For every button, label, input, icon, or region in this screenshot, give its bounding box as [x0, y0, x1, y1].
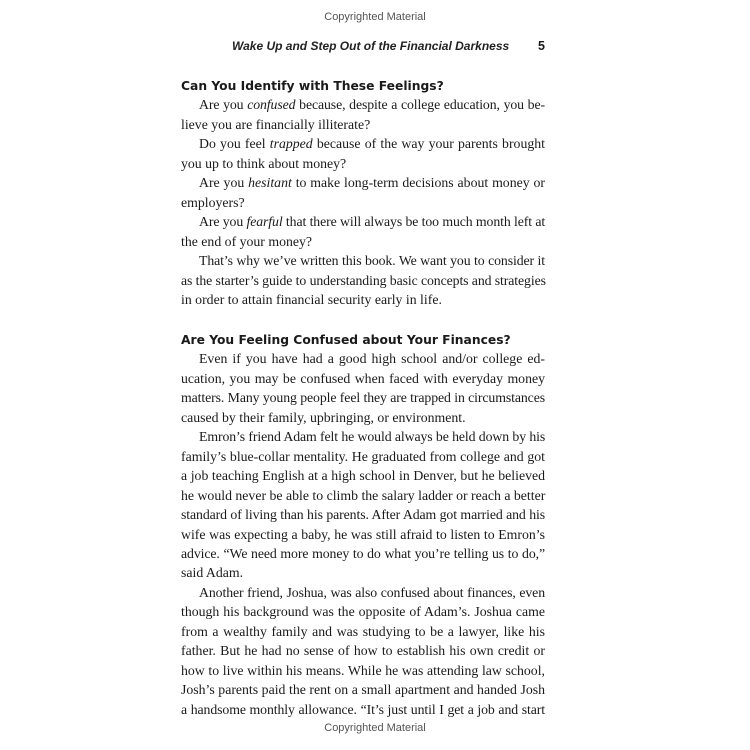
- text-segment: a job teaching English at a high school in Denver, but he believed: [181, 468, 545, 484]
- text-line: [181, 389, 545, 407]
- text-segment: how to live within his means. While he was attending law school,: [181, 662, 545, 678]
- text-line: [181, 272, 545, 290]
- text-segment: though his background was the opposite of Adam’s. Joshua came: [181, 604, 545, 620]
- text-segment: That’s why we’ve written this book. We want you to consider it: [199, 253, 545, 269]
- text-line: [181, 564, 545, 582]
- text-segment: because, despite a college education, you be-: [295, 97, 545, 113]
- text-segment: wife was expecting a baby, he was still afraid to listen to Emron’s: [181, 526, 545, 542]
- text-segment: ucation, you may be confused when faced with everyday money: [181, 370, 545, 386]
- text-segment: from a wealthy family and was studying to be a lawyer, like his: [181, 623, 545, 639]
- text-line: [199, 584, 545, 602]
- text-line: [181, 506, 545, 524]
- text-segment: family’s blue-collar mentality. He graduated from college and got: [181, 448, 545, 464]
- section-heading: Can You Identify with These Feelings?: [181, 79, 444, 93]
- text-line: [199, 135, 545, 153]
- text-segment: Another friend, Joshua, was also confused about finances, even: [199, 584, 545, 600]
- text-segment: that there will always be too much month left at: [282, 214, 546, 230]
- text-segment: Are you: [199, 97, 248, 113]
- text-line: [181, 662, 545, 680]
- text-line: [199, 252, 545, 270]
- text-segment: as the starter’s guide to understanding basic concepts and strategies: [181, 272, 546, 288]
- text-segment: matters. Many young people feel they are trapped in circumstances: [181, 390, 545, 406]
- text-line: [181, 603, 545, 621]
- section-heading: Are You Feeling Confused about Your Finances?: [181, 333, 511, 347]
- copyright-watermark-top: Copyrighted Material: [324, 11, 426, 23]
- text-segment: he would never be able to climb the salary ladder or reach a better: [181, 487, 546, 503]
- text-line: [181, 526, 545, 544]
- text-segment: employers?: [181, 194, 245, 210]
- text-segment: Emron’s friend Adam felt he would always be held down by his: [199, 429, 546, 445]
- text-segment: because of the way your parents brought: [312, 136, 545, 152]
- text-segment: you up to think about money?: [181, 155, 347, 171]
- running-head: Wake Up and Step Out of the Financial Darkness: [232, 39, 510, 53]
- text-line: [181, 409, 545, 427]
- text-segment: to make long-term decisions about money or: [291, 175, 545, 191]
- text-line: [181, 487, 545, 505]
- text-line: [199, 350, 545, 368]
- text-segment: a handsome monthly allowance. “It’s just until I get a job and start: [181, 701, 545, 717]
- text-line: [181, 642, 545, 660]
- text-segment: lieve you are financially illiterate?: [181, 116, 371, 132]
- text-line: [199, 174, 545, 192]
- text-line: [181, 623, 545, 641]
- emphasis-text: fearful: [246, 214, 283, 230]
- text-segment: in order to attain financial security early in life.: [181, 291, 442, 307]
- text-line: [181, 448, 545, 466]
- text-segment: said Adam.: [181, 565, 244, 581]
- text-line: [199, 213, 545, 231]
- copyright-watermark-bottom: Copyrighted Material: [324, 722, 426, 734]
- text-segment: Josh’s parents paid the rent on a small apartment and handed Josh: [181, 682, 545, 698]
- text-segment: standard of living than his parents. After Adam got married and his: [181, 507, 545, 523]
- text-line: [181, 545, 545, 563]
- text-line: [181, 291, 545, 309]
- text-line: [181, 233, 545, 251]
- text-line: [199, 96, 545, 114]
- text-segment: Are you: [199, 214, 247, 230]
- text-segment: father. But he had no sense of how to establish his own credit or: [181, 643, 545, 659]
- text-line: [181, 701, 545, 719]
- text-segment: Do you feel: [199, 136, 270, 152]
- emphasis-text: hesitant: [248, 175, 292, 191]
- text-line: [199, 428, 545, 446]
- text-segment: advice. “We need more money to do what you’re telling us to do,”: [181, 545, 545, 561]
- text-line: [181, 467, 545, 485]
- text-line: [181, 116, 545, 134]
- text-line: [181, 681, 545, 699]
- page-number: 5: [538, 39, 545, 53]
- emphasis-text: trapped: [269, 136, 313, 152]
- text-segment: Are you: [199, 175, 249, 191]
- text-line: [181, 370, 545, 388]
- text-line: [181, 194, 545, 212]
- emphasis-text: confused: [247, 97, 296, 113]
- text-segment: Even if you have had a good high school and/or college ed-: [199, 351, 545, 367]
- text-segment: the end of your money?: [181, 233, 313, 249]
- text-line: [181, 155, 545, 173]
- text-segment: caused by their family, upbringing, or environment.: [181, 409, 466, 425]
